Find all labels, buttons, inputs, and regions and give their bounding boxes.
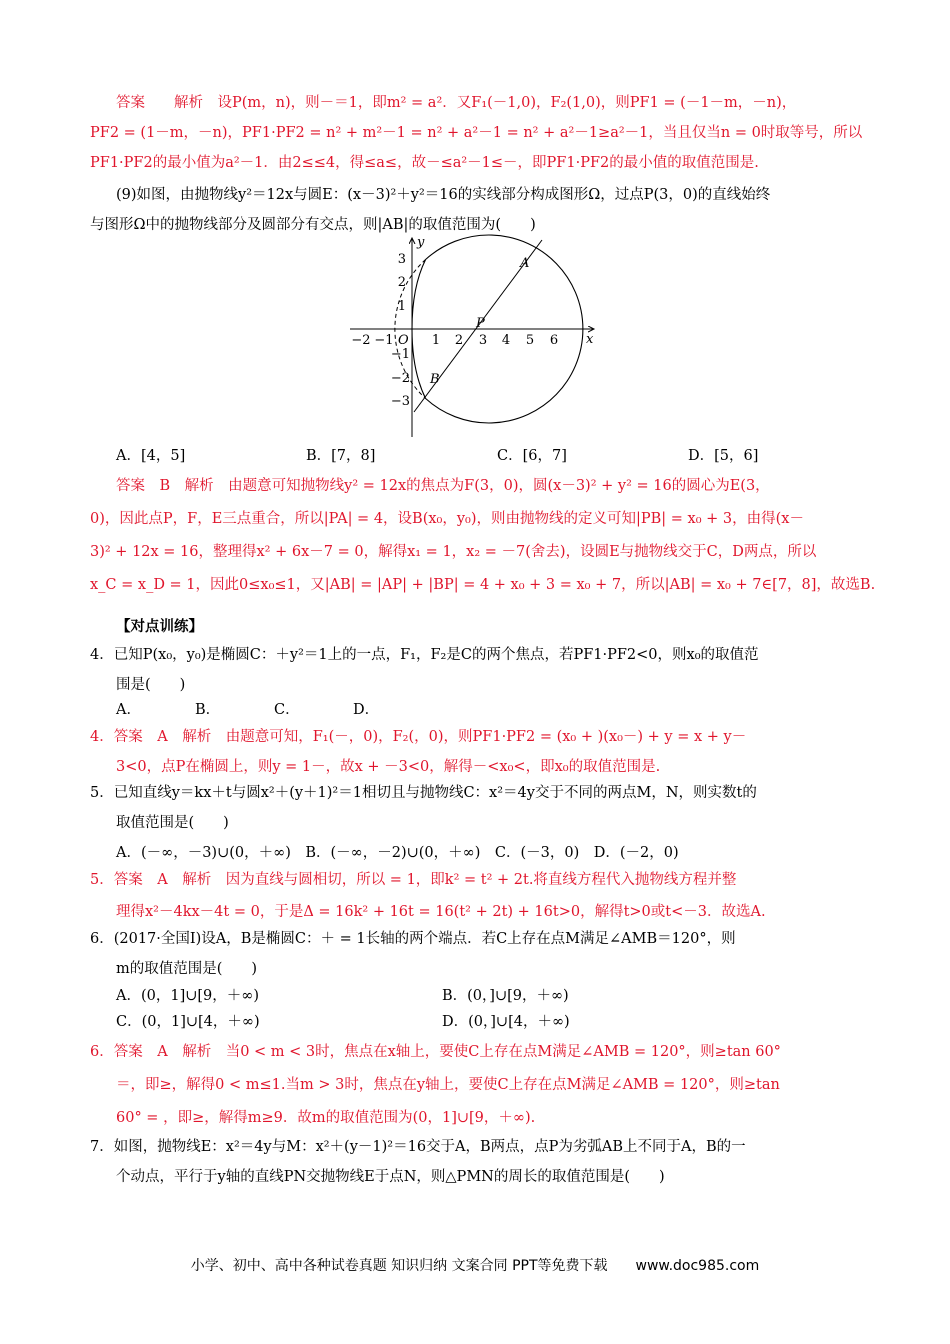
q9-answer-line3: 3)² + 12x = 16，整理得x² + 6x－7 = 0，解得x₁ = 1，x₂ = －7(舍去)，设圆E与抛物线交于C，D两点，所以 bbox=[90, 544, 817, 560]
q4-line1: 4．已知P(x₀，y₀)是椭圆C：＋y²＝1上的一点，F₁，F₂是C的两个焦点，若PF1·PF2<0，则x₀的取值范 bbox=[90, 647, 759, 663]
q9-option-a: A．[4，5] bbox=[116, 448, 186, 464]
y-tick-label: −3 bbox=[390, 394, 410, 409]
page-footer: 小学、初中、高中各种试卷真题 知识归纳 文案合同 PPT等免费下载 www.doc985.com bbox=[190, 1258, 760, 1274]
q6-option-d: D．(0，]∪[4，＋∞) bbox=[442, 1014, 570, 1030]
q6-answer bbox=[90, 1036, 836, 1135]
parabola-circle-figure bbox=[344, 232, 604, 442]
q5-line2: 取值范围是( ) bbox=[116, 815, 229, 831]
p8-answer-line2: PF2 = (1－m，－n)，PF1·PF2 = n² + m²－1 = n² + a²－1 = n² + a²－1≥a²－1，当且仅当n = 0时取等号，所以 bbox=[90, 125, 863, 141]
y-tick-label: 3 bbox=[397, 252, 406, 267]
q4-option-b: B． bbox=[195, 702, 221, 718]
q5-answer bbox=[90, 864, 836, 928]
q9-answer-line4: x_C = x_D = 1，因此0≤x₀≤1，又|AB| = |AP| + |BP| = 4 + x₀ + 3 = x₀ + 7，所以|AB| = x₀ + 7∈[7，8]，故选B. bbox=[90, 577, 876, 593]
q6-option-b: B．(0，]∪[9，＋∞) bbox=[442, 988, 569, 1004]
q4-answer-line2: 3<0，点P在椭圆上，则y = 1－，故x + －3<0，解得－<x₀<，即x₀的取值范围是. bbox=[116, 759, 661, 775]
q5-line1: 5．已知直线y＝kx＋t与圆x²＋(y＋1)²＝1相切且与抛物线C：x²＝4y交于不同的两点M，N，则实数t的 bbox=[90, 785, 757, 801]
q9-answer bbox=[90, 470, 876, 602]
x-tick-label: 6 bbox=[549, 333, 559, 348]
q9-option-d: D．[5，6] bbox=[688, 448, 759, 464]
q5-answer-line2: 理得x²－4kx－4t = 0，于是Δ = 16k² + 16t = 16(t² + 2t) + 16t>0，解得t>0或t<－3．故选A. bbox=[116, 904, 766, 920]
point-a-label: A bbox=[520, 256, 530, 271]
q4-answer bbox=[90, 722, 836, 782]
q7-stem bbox=[90, 1132, 836, 1192]
x-tick-label: 1 bbox=[431, 333, 441, 348]
q9-line1: (9)如图，由抛物线y²＝12x与圆E：(x－3)²＋y²＝16的实线部分构成图形Ω，过点P(3，0)的直线始终 bbox=[116, 187, 771, 203]
q9-answer-line1: 答案 B 解析 由题意可知抛物线y² = 12x的焦点为F(3，0)，圆(x－3)² + y² = 16的圆心为E(3， bbox=[116, 478, 770, 494]
q9-answer-line2: 0)，因此点P，F，E三点重合，所以|PA| = 4，设B(x₀，y₀)，则由抛物线的定义可知|PB| = x₀ + 3，由得(x－ bbox=[90, 511, 804, 527]
p8-answer-line3: PF1·PF2的最小值为a²－1．由2≤≤4，得≤a≤，故－≤a²－1≤－，即PF1·PF2的最小值的取值范围是. bbox=[90, 155, 759, 171]
q4-option-d: D． bbox=[353, 702, 380, 718]
q4-option-a: A． bbox=[116, 702, 141, 718]
x-axis-label: x bbox=[586, 332, 594, 347]
y-tick-label: −2 bbox=[390, 371, 410, 386]
q9-option-b: B．[7，8] bbox=[306, 448, 376, 464]
x-tick-label: 5 bbox=[525, 333, 535, 348]
q7-line1: 7．如图，抛物线E：x²＝4y与M：x²＋(y－1)²＝16交于A，B两点，点P为劣弧AB上不同于A，B的一 bbox=[90, 1139, 746, 1155]
q6-line2: m的取值范围是( ) bbox=[116, 961, 258, 977]
x-tick-label: 4 bbox=[501, 333, 511, 348]
q5-stem bbox=[90, 778, 836, 868]
x-tick-label: 2 bbox=[454, 333, 464, 348]
y-tick-label: 1 bbox=[397, 299, 406, 314]
p8-answer bbox=[90, 88, 863, 178]
q6-option-c: C．(0，1]∪[4，＋∞) bbox=[116, 1014, 260, 1030]
q4-option-c: C． bbox=[274, 702, 300, 718]
q7-line2: 个动点，平行于y轴的直线PN交抛物线E于点N，则△PMN的周长的取值范围是( ) bbox=[116, 1169, 665, 1185]
y-tick-label: 2 bbox=[397, 275, 406, 290]
q9-option-c: C．[6，7] bbox=[497, 448, 567, 464]
q4-answer-line1: 4．答案 A 解析 由题意可知，F₁(－，0)，F₂(，0)，则PF1·PF2 = (x₀ + )(x₀－) + y = x + y－ bbox=[90, 729, 747, 745]
q5-answer-line1: 5．答案 A 解析 因为直线与圆相切，所以 = 1，即k² = t² + 2t.将直线方程代入抛物线方程并整 bbox=[90, 872, 737, 888]
q6-answer-line1: 6．答案 A 解析 当0 < m < 3时，焦点在x轴上，要使C上存在点M满足∠AMB = 120°，则≥tan 60° bbox=[90, 1044, 781, 1060]
x-tick-labels bbox=[351, 333, 558, 348]
q6-option-a: A．(0，1]∪[9，＋∞) bbox=[116, 988, 260, 1004]
point-p-label: P bbox=[476, 316, 485, 331]
origin-label: O bbox=[398, 333, 409, 348]
p8-answer-line1: 答案 解析 设P(m，n)，则－＝1，即m² = a²．又F₁(－1,0)，F₂(1,0)，则PF1 = (－1－m，－n)， bbox=[116, 95, 797, 111]
q6-line1: 6．(2017·全国Ⅰ)设A，B是椭圆C：＋ = 1长轴的两个端点．若C上存在点M满足∠AMB＝120°，则 bbox=[90, 931, 736, 947]
training-title: 【对点训练】 bbox=[116, 618, 203, 635]
x-tick-label: −1 bbox=[374, 333, 394, 348]
q6-stem bbox=[90, 924, 836, 984]
q6-answer-line2: ＝，即≥，解得0 < m≤1.当m > 3时，焦点在y轴上，要使C上存在点M满足∠AMB = 120°，则≥tan bbox=[116, 1077, 780, 1093]
q5-options: A．(－∞，－3)∪(0，＋∞) B．(－∞，－2)∪(0，＋∞) C．(－3，0) D．(－2，0) bbox=[116, 845, 679, 861]
q9-line2: 与图形Ω中的抛物线部分及圆部分有交点，则|AB|的取值范围为( ) bbox=[90, 217, 536, 233]
y-axis-label: y bbox=[417, 235, 425, 250]
q9-stem bbox=[90, 180, 862, 240]
y-tick-label: −1 bbox=[390, 347, 410, 362]
x-tick-label: 3 bbox=[478, 333, 488, 348]
x-tick-label: −2 bbox=[351, 333, 371, 348]
q4-stem bbox=[90, 640, 836, 700]
q4-line2: 围是( ) bbox=[116, 677, 186, 693]
y-tick-labels bbox=[391, 252, 410, 409]
point-b-label: B bbox=[430, 372, 440, 387]
q6-answer-line3: 60° = ，即≥，解得m≥9．故m的取值范围为(0，1]∪[9，＋∞). bbox=[116, 1110, 536, 1126]
